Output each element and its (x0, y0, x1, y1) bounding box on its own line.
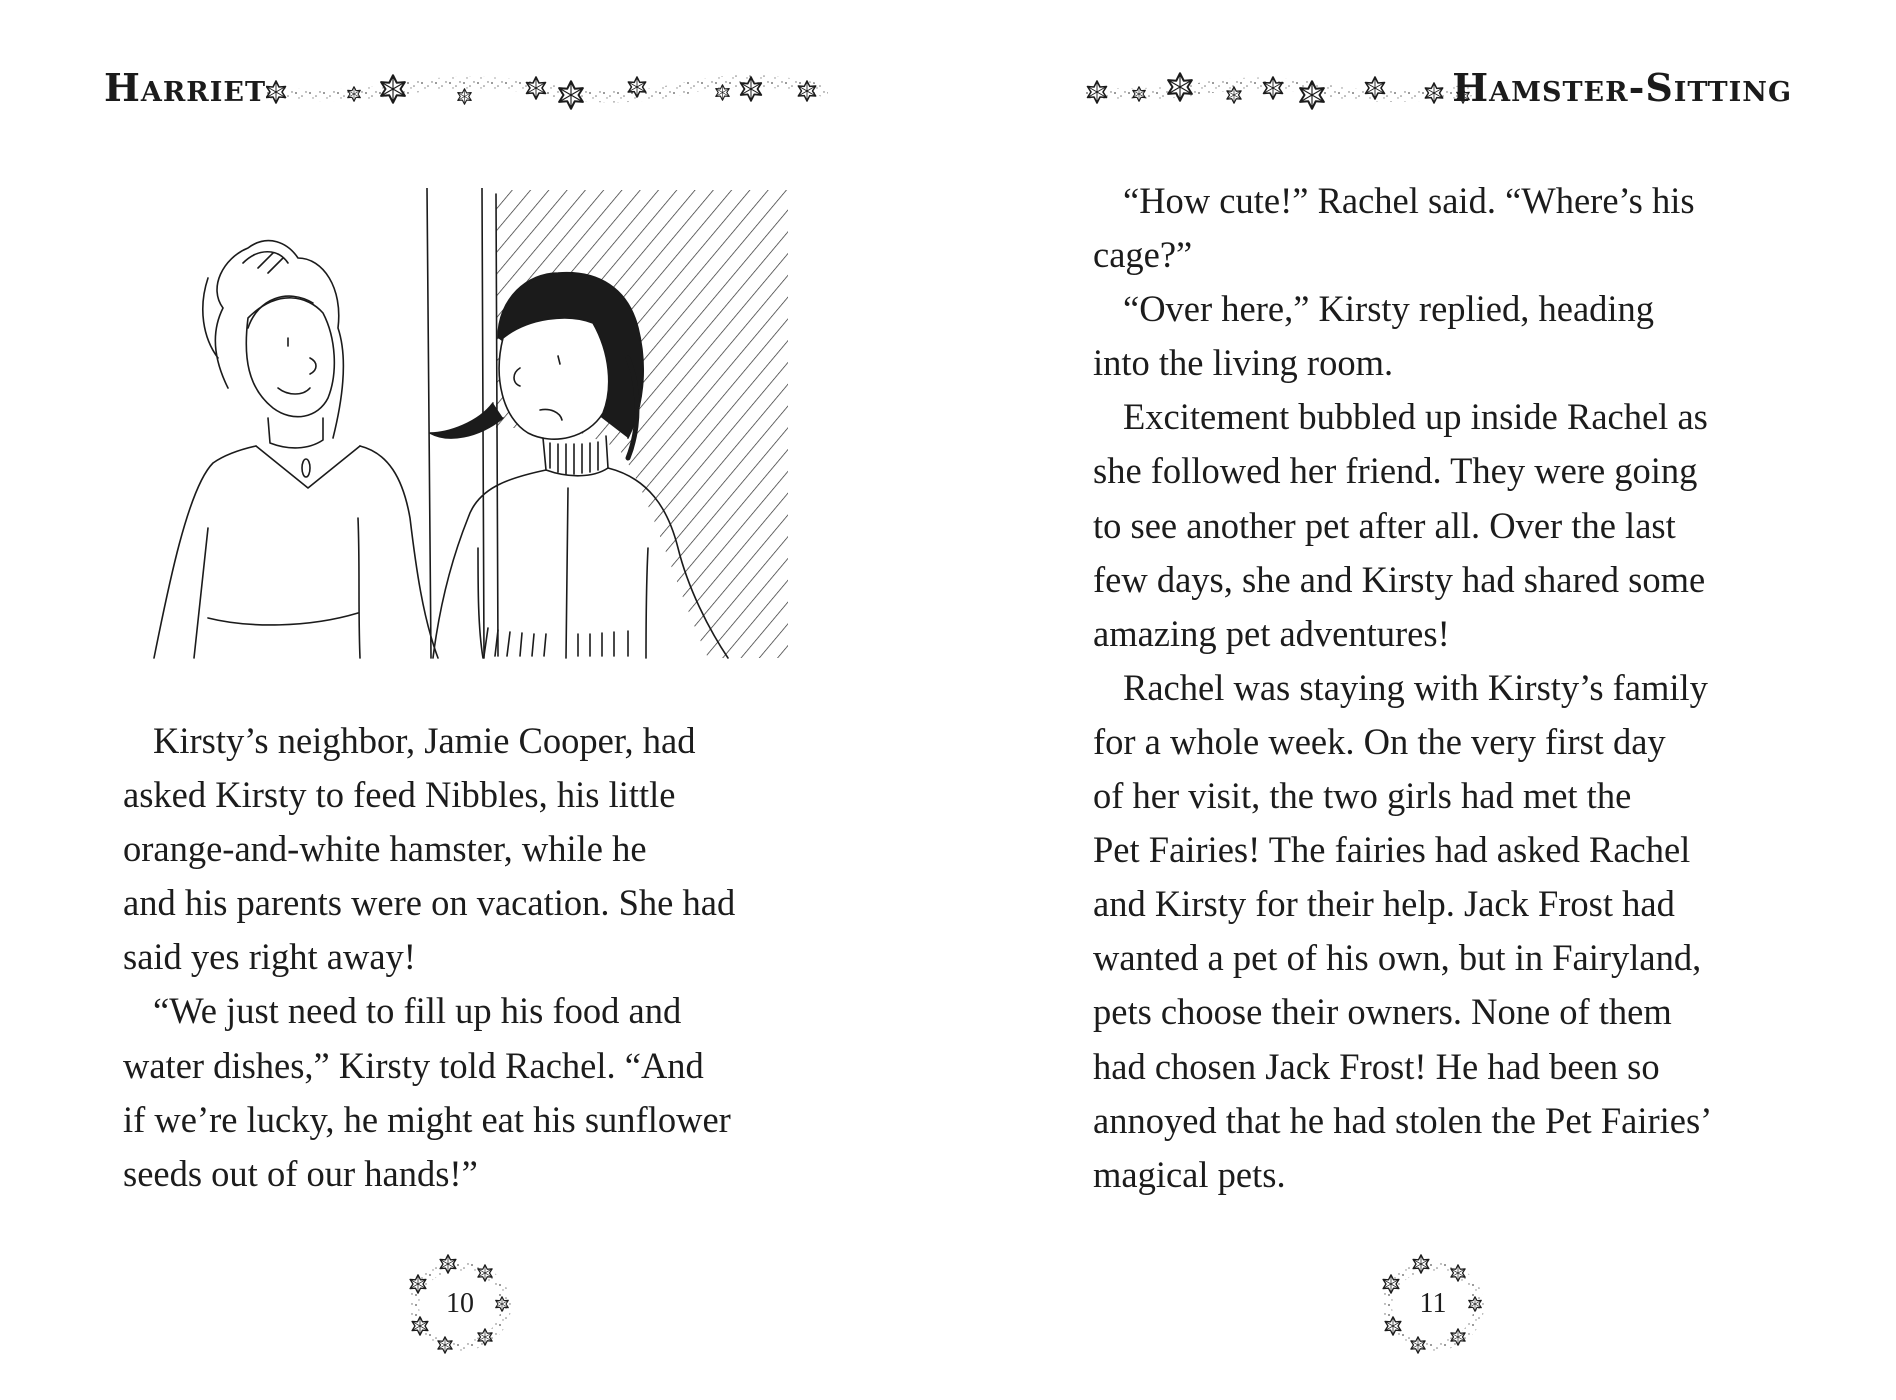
text-line: she followed her friend. They were going (1093, 450, 1698, 492)
page-number-right (1373, 1252, 1493, 1362)
right-page (948, 0, 1896, 1400)
text-line: few days, she and Kirsty had shared some (1093, 558, 1706, 600)
text-line: pets choose their owners. None of them (1093, 991, 1672, 1033)
running-head-right: Hamster-Sitting (1452, 65, 1792, 110)
star-garland-decoration (1085, 70, 1473, 110)
text-line: to see another pet after all. Over the last (1093, 504, 1676, 546)
text-line: asked Kirsty to feed Nibbles, his little (123, 774, 676, 816)
text-line: and his parents were on vacation. She had (123, 882, 736, 924)
text-line: cage?” (1093, 234, 1193, 276)
body-text-left (123, 714, 843, 1201)
text-line: amazing pet adventures! (1093, 612, 1450, 654)
text-line: “Over here,” Kirsty replied, heading (1123, 288, 1655, 330)
page-number-text: 11 (1419, 1288, 1447, 1319)
text-line: of her visit, the two girls had met the (1093, 775, 1632, 817)
text-line: seeds out of our hands!” (123, 1152, 478, 1194)
page-number-left (400, 1252, 520, 1362)
running-head-left: Harriet (104, 65, 267, 110)
text-line: Rachel was staying with Kirsty’s family (1123, 666, 1708, 708)
text-line: for a whole week. On the very first day (1093, 720, 1666, 762)
star-garland-decoration (266, 70, 828, 110)
text-line: Pet Fairies! The fairies had asked Rachel (1093, 829, 1691, 871)
text-line: Kirsty’s neighbor, Jamie Cooper, had (153, 720, 696, 761)
illustration-two-girls (148, 188, 804, 662)
text-line: wanted a pet of his own, but in Fairyland, (1093, 937, 1702, 979)
text-line: orange-and-white hamster, while he (123, 828, 647, 870)
text-line: “We just need to fill up his food and (153, 990, 682, 1032)
text-line: magical pets. (1093, 1153, 1286, 1195)
text-line: had chosen Jack Frost! He had been so (1093, 1045, 1660, 1087)
text-line: annoyed that he had stolen the Pet Fairies’ (1093, 1099, 1713, 1141)
text-line: Excitement bubbled up inside Rachel as (1123, 396, 1708, 438)
page-number-text: 10 (446, 1288, 474, 1319)
text-line: water dishes,” Kirsty told Rachel. “And (123, 1044, 704, 1086)
body-text-right (1093, 174, 1813, 1202)
text-line: if we’re lucky, he might eat his sunflower (123, 1098, 731, 1140)
text-line: into the living room. (1093, 342, 1394, 384)
text-line: “How cute!” Rachel said. “Where’s his (1123, 180, 1695, 221)
text-line: said yes right away! (123, 936, 416, 978)
text-line: and Kirsty for their help. Jack Frost had (1093, 883, 1675, 925)
